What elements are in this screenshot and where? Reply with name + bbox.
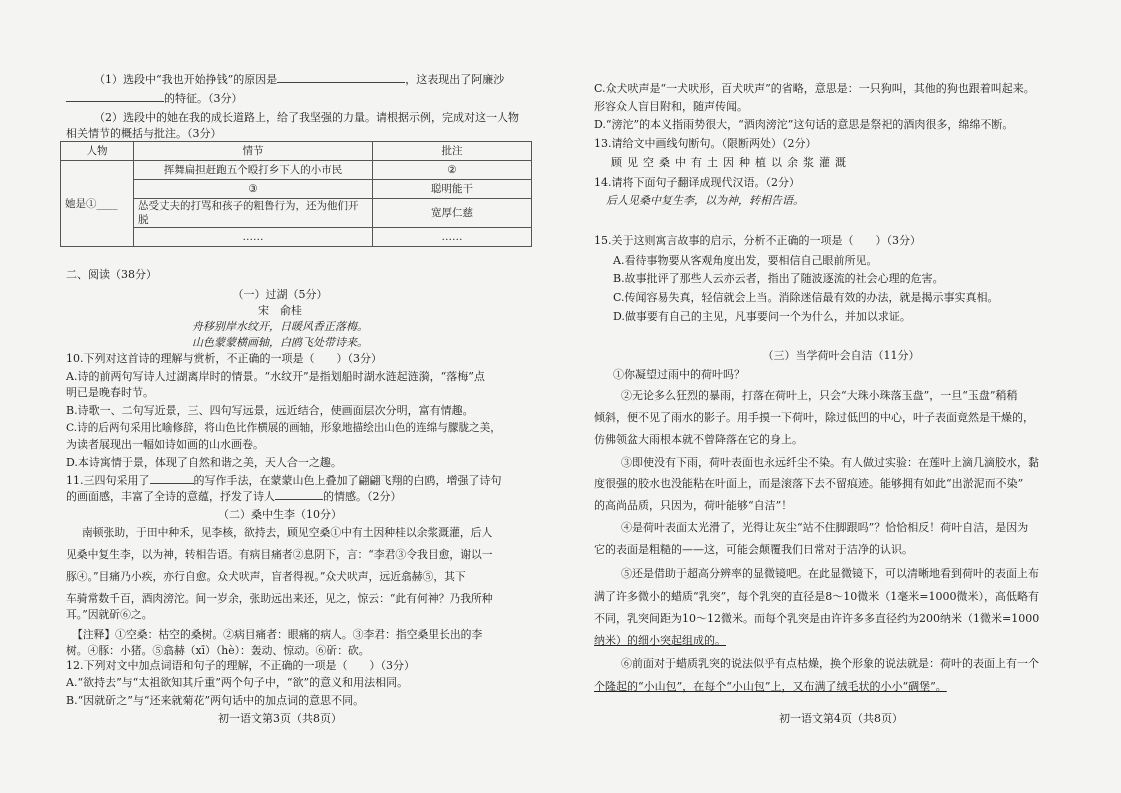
passage-line: 耳。”因就斫⑥之。: [66, 608, 153, 621]
punctuation-sentence[interactable]: [611, 155, 851, 170]
sentence-char[interactable]: 浆: [803, 156, 814, 169]
translation-sentence: 后人见桑中复生李，以为神，转相告语。: [606, 194, 804, 207]
passage-line: 它的表面是粗糙的——这，可能会颠覆我们日常对于洁净的认识。: [594, 543, 913, 556]
table-header-row: [61, 142, 532, 161]
table-cell-blank[interactable]: ②: [373, 161, 532, 180]
table-cell: ……: [373, 228, 532, 247]
question-a1-text-b: ，这表现出了阿廉沙: [405, 73, 505, 86]
option-c: C.传闻容易失真，轻信就会上当。消除迷信最有效的办法，就是揭示事实真相。: [613, 291, 999, 304]
table-header: 批注: [373, 142, 532, 161]
passage-line: 见桑中复生李，以为神，转相告语。有病目痛者②息阴下，言：“李君③令我目愈，谢以一: [66, 548, 493, 561]
table-cell: 宽厚仁慈: [373, 199, 532, 228]
question-12: 12.下列对文中加点词语和句子的理解，不正确的一项是（ ）（3分）: [66, 659, 415, 672]
question-a2-line2: 相关情节的概括与批注。（3分）: [66, 127, 222, 140]
summary-table: [60, 141, 532, 247]
question-a1-text: （1）选段中“我也开始挣钱”的原因是: [94, 73, 278, 86]
right-page: [561, 0, 1121, 793]
passage-line: ①你凝望过雨中的荷叶吗？: [613, 368, 745, 381]
sentence-char[interactable]: 空: [643, 156, 654, 169]
question-15: 15.关于这则寓言故事的启示，分析不正确的一项是（ ）（3分）: [594, 234, 921, 247]
poem-line: 山色蒙蒙横画轴，白鸥飞处带诗来。: [192, 336, 368, 349]
table-cell-blank[interactable]: ③: [134, 180, 373, 199]
sentence-char[interactable]: 见: [627, 156, 638, 169]
sentence-char[interactable]: 种: [739, 156, 750, 169]
sentence-char[interactable]: 顾: [611, 156, 622, 169]
passage-line: 度很强的胶水也没能粘在叶面上，而是滚落下去不留痕迹。能够拥有如此“出淤泥而不染”: [594, 477, 1024, 490]
left-page: [0, 0, 560, 793]
sentence-char[interactable]: 溉: [835, 156, 846, 169]
passage-line: ③即使没有下雨，荷叶表面也永远纤尘不染。有人做过实验：在莲叶上滴几滴胶水，黏: [621, 456, 1039, 469]
option-a: A.诗的前两句写诗人过湖离岸时的情景。“水纹开”是指划船时湖水涟起涟漪，“落梅”点: [66, 370, 485, 383]
question-13: 13.请给文中画线句断句。（限断两处）（2分）: [594, 137, 817, 150]
passage-line: 满了许多微小的蜡质“乳突”，每个乳突的直径是8～10微米（1毫米=1000微米），高低略有: [594, 590, 1039, 603]
sentence-char[interactable]: 土: [707, 156, 718, 169]
table-cell: 聪明能干: [373, 180, 532, 199]
passage-line: 倾斜，便不见了雨水的影子。用手摸一下荷叶，除过低凹的中心，叶子表面竟然是干燥的，: [594, 411, 1034, 424]
text2-heading: （二）桑中生李（10分）: [218, 508, 342, 521]
option-a-cont: 明已是晚春时节。: [66, 386, 154, 399]
option-a: A.看待事物要从客观角度出发，要相信自己眼前所见。: [613, 254, 878, 267]
q11-text: 11.三四句采用了: [66, 474, 150, 487]
sentence-char[interactable]: 植: [755, 156, 766, 169]
page-footer: 初一语文第4页（共8页）: [779, 712, 903, 725]
answer-blank[interactable]: [150, 483, 194, 484]
table-header: 人物: [61, 142, 134, 161]
question-11-line2: [66, 489, 402, 504]
option-c: C.众犬吠声是“一犬吠形，百犬吠声”的省略，意思是：一只狗叫，其他的狗也跟着叫起来。: [594, 82, 1035, 95]
question-11: [66, 473, 502, 488]
text3-heading: （三）当学荷叶会自洁（11分）: [762, 349, 920, 362]
sentence-char[interactable]: 余: [787, 156, 798, 169]
table-row: [61, 161, 532, 180]
answer-blank[interactable]: [275, 499, 323, 500]
poem-author: 宋 俞桂: [258, 304, 302, 317]
passage-line: ⑤还是借助于超高分辨率的显微镜吧。在此显微镜下，可以清晰地看到荷叶的表面上布: [621, 567, 1039, 580]
option-c: C.诗的后两句采用比喻修辞，将山色比作横展的画轴，形象地描绘出山色的连绵与朦胧之美，: [66, 422, 501, 434]
passage-line-underlined: 纳米）的细小突起组成的。: [594, 634, 726, 647]
table-cell: 挥舞扁担赶跑五个殴打乡下人的小市民: [134, 161, 373, 180]
option-c-cont: 形容众人盲目附和，随声传闻。: [594, 100, 748, 113]
question-a2: （2）选段中的她在我的成长道路上，给了我坚强的力量。请根据示例，完成对这一人物: [94, 111, 519, 124]
sentence-char[interactable]: 因: [723, 156, 734, 169]
passage-line: ④是荷叶表面太光滑了，光得让灰尘“站不住脚跟吗”？恰恰相反！荷叶自洁，是因为: [621, 521, 1029, 534]
passage-line-underlined: 个隆起的“小山包”，在每个“小山包”上，又布满了绒毛状的小小“碉堡”。: [594, 680, 947, 693]
q11-text: 的情感。（2分）: [323, 490, 402, 503]
sentence-char[interactable]: 中: [675, 156, 686, 169]
annotation: 【注释】①空桑：枯空的桑树。②病目痛者：眼痛的病人。③李君：指空桑里长出的李: [72, 628, 483, 641]
passage-line: 车骑常数千百，酒肉滂沱。间一岁余，张助远出来还，见之，惊云：“此有何神？乃我所种: [66, 592, 493, 605]
table-cell-person[interactable]: 她是①____: [61, 161, 134, 247]
page-footer: 初一语文第3页（共8页）: [218, 712, 342, 725]
passage-line: ⑥前面对于蜡质乳突的说法似乎有点枯燥，换个形象的说法就是：荷叶的表面上有一个: [621, 657, 1039, 670]
annotation-cont: 树。④豚：小猪。⑤翕赫（xī）（hè）：轰动、惊动。⑥斫：砍。: [66, 644, 370, 657]
poem-line: 舟移别岸水纹开，日暖风香正落梅。: [192, 320, 368, 333]
option-d: D.本诗寓情于景，体现了自然和谐之美，天人合一之趣。: [66, 456, 342, 469]
option-c-cont: 为读者展现出一幅如诗如画的山水画卷。: [66, 438, 264, 451]
q11-text: 的写作手法，在蒙蒙山色上叠加了翩翩飞翔的白鸥，增强了诗句: [193, 474, 502, 487]
poem-heading: （一）过湖（5分）: [232, 288, 328, 301]
option-b: B.诗歌一、二句写近景，三、四句写远景，远近结合，使画面层次分明，富有情趣。: [66, 404, 474, 417]
option-d: D.做事要有自己的主见，凡事要问一个为什么，并加以求证。: [613, 310, 911, 323]
passage-line: 不同，乳突间距为10～12微米。而每个乳突是由许许多多直径约为200纳米（1微米=1000: [594, 612, 1040, 625]
table-cell: ……: [134, 228, 373, 247]
question-14: 14.请将下面句子翻译成现代汉语。（2分）: [594, 176, 800, 189]
answer-blank[interactable]: [277, 82, 405, 83]
question-a1-line2: [66, 91, 243, 106]
sentence-char[interactable]: 有: [691, 156, 702, 169]
option-d: D.“滂沱”的本义指雨势很大，“酒肉滂沱”这句话的意思是祭祀的酒肉很多，绵绵不断。: [594, 118, 1014, 131]
passage-line: 仿佛领盆大雨根本就不曾降落在它的身上。: [594, 433, 803, 446]
question-a1-text-c: 的特征。（3分）: [164, 92, 243, 105]
sentence-char[interactable]: 以: [771, 156, 782, 169]
section-title: 二、阅读（38分）: [66, 268, 157, 281]
question-a1: [94, 72, 504, 87]
option-b: B.故事批评了那些人云亦云者，指出了随波逐流的社会心理的危害。: [613, 272, 944, 285]
passage-line: 豚④。”目痛乃小疾，亦行自愈。众犬吠声，盲者得视。”众犬吠声，远近翕赫⑤，其下: [66, 570, 466, 583]
passage-line: 南顿张助，于田中种禾，见李核，欲持去，顾见空桑①中有土因种桂以余浆溉灌，后人: [82, 526, 493, 539]
answer-blank[interactable]: [66, 101, 164, 102]
option-b: B.“因就斫之”与“还来就菊花”两句话中的加点词的意思不同。: [66, 694, 365, 707]
sentence-char[interactable]: 灌: [819, 156, 830, 169]
passage-line: ②无论多么狂烈的暴雨，打落在荷叶上，只会“大珠小珠落玉盘”，一旦“玉盘”稍稍: [621, 389, 1018, 402]
q11-text: 的画面感，丰富了全诗的意蕴，抒发了诗人: [66, 490, 275, 503]
table-header: 情节: [134, 142, 373, 161]
option-a: A.“欲持去”与“太祖欲知其斤重”两个句子中，“欲”的意义和用法相同。: [66, 676, 409, 689]
table-cell: 怂受丈夫的打骂和孩子的粗鲁行为，还为他们开脱: [134, 199, 373, 228]
sentence-char[interactable]: 桑: [659, 156, 670, 169]
passage-line: 的高尚品质，只因为，荷叶能够“自洁”！: [594, 499, 793, 512]
question-10: 10.下列对这首诗的理解与赏析，不正确的一项是（ ）（3分）: [66, 352, 382, 365]
